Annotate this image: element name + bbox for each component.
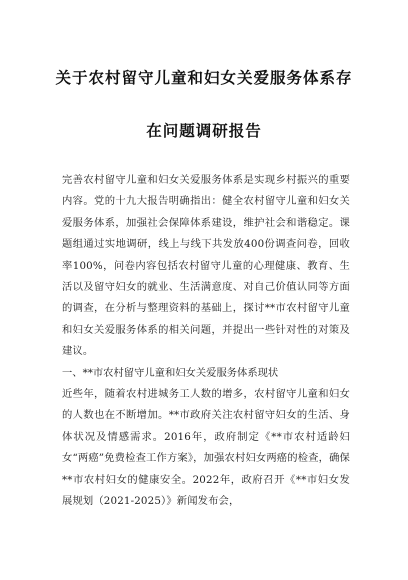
document-title-line-2: 在问题调研报告 [146, 122, 262, 140]
section-1-heading: 一、**市农村留守儿童和妇女关爱服务体系现状 [62, 366, 279, 379]
intro-paragraph: 完善农村留守儿童和妇女关爱服务体系是实现乡村振兴的重要内容。党的十九大报告明确指出：健全农村留守儿童和妇女关爱服务体系，加强社会保障体系建设，维护社会和谐稳定。课题组通过实地调研，线上与线下共发放400份调查问卷，回收率100%，问卷内容包括农村留守儿童的心理健康、教育、生活以及留守妇女的就业、生活满意度、对自己价值认同等方面的调查，在分析与整理资料的基础上，探讨**市农村留守儿童和妇女关爱服务体系的相关问题，并提出一些针对性的对策及建议。 [62, 174, 350, 358]
document-body [62, 170, 350, 513]
document-title-line-1: 关于农村留守儿童和妇女关爱服务体系存 [55, 69, 353, 87]
section-1-paragraph: 近些年，随着农村进城务工人数的增多，农村留守儿童和妇女的人数也在不断增加。**市政府关注农村留守妇女的生活、身体状况及情感需求。2016年，政府制定《**市农村适龄妇女“两癌”免费检查工作方案》，加强农村妇女两癌的检查，确保**市农村妇女的健康安全。2022年，政府召开《**市妇女发展规划（2021-2025）》新闻发布会， [62, 388, 350, 508]
